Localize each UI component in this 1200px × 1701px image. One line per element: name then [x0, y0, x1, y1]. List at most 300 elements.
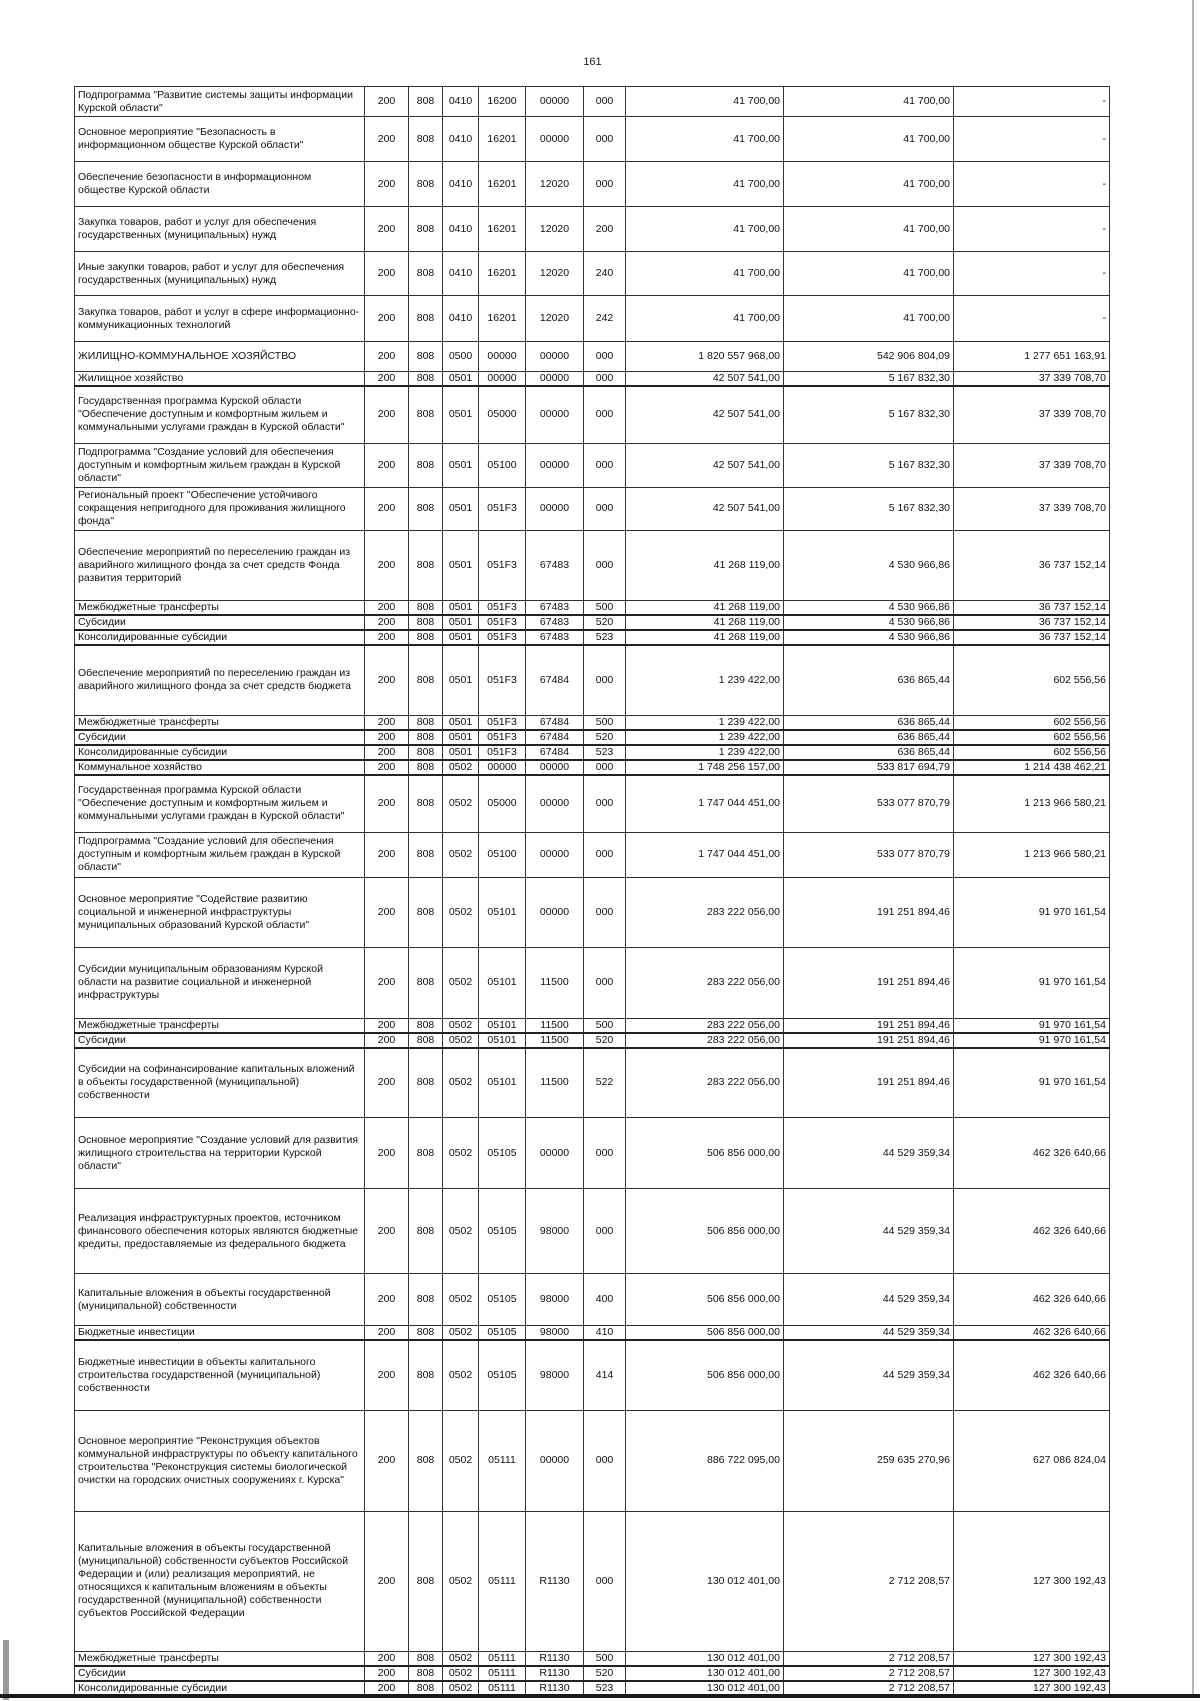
- row-program-code: 05100: [479, 443, 526, 487]
- row-name: Консолидированные субсидии: [75, 630, 365, 645]
- row-code-2: 808: [409, 1048, 443, 1118]
- row-amount-1: 41 700,00: [626, 87, 784, 117]
- row-amount-1: 42 507 541,00: [626, 372, 784, 387]
- row-section-code: 0501: [443, 372, 479, 387]
- row-expense-type-code: 410: [584, 1326, 626, 1341]
- row-name: Субсидии муниципальным образованиям Курской области на развитие социальной и инженерной инфраструктуры: [75, 947, 365, 1018]
- row-code-2: 808: [409, 1018, 443, 1033]
- row-name: Капитальные вложения в объекты государственной (муниципальной) собственности субъектов Российской Федерации и (или) реализация мероприятий, не относящихся к капитальным вложениям в объекты государственной (муниципальной) собственности субъектов Российской Федерации: [75, 1511, 365, 1651]
- row-program-code: 05111: [479, 1511, 526, 1651]
- row-amount-3: 602 556,56: [954, 716, 1110, 731]
- row-direction-code: 67483: [526, 600, 584, 615]
- row-amount-3: -: [954, 252, 1110, 296]
- row-section-code: 0410: [443, 207, 479, 252]
- row-code-2: 808: [409, 1326, 443, 1341]
- row-expense-type-code: 240: [584, 252, 626, 296]
- row-program-code: 051F3: [479, 530, 526, 600]
- row-name: Межбюджетные трансферты: [75, 600, 365, 615]
- budget-table: [74, 86, 1110, 1697]
- row-amount-1: 506 856 000,00: [626, 1326, 784, 1341]
- table-row: [75, 342, 1110, 372]
- row-amount-1: 283 222 056,00: [626, 1018, 784, 1033]
- row-section-code: 0501: [443, 630, 479, 645]
- row-expense-type-code: 520: [584, 615, 626, 630]
- table-row: [75, 730, 1110, 745]
- row-amount-1: 1 239 422,00: [626, 716, 784, 731]
- row-code-1: 200: [365, 600, 409, 615]
- row-section-code: 0502: [443, 832, 479, 877]
- row-amount-2: 191 251 894,46: [784, 1018, 954, 1033]
- row-code-2: 808: [409, 342, 443, 372]
- row-amount-1: 41 700,00: [626, 252, 784, 296]
- table-row: [75, 443, 1110, 487]
- row-amount-3: 602 556,56: [954, 745, 1110, 760]
- table-row: [75, 832, 1110, 877]
- row-expense-type-code: 000: [584, 1118, 626, 1189]
- row-name: Основное мероприятие "Содействие развитию социальной и инженерной инфраструктуры муниципальных образований Курской области": [75, 877, 365, 947]
- row-expense-type-code: 000: [584, 117, 626, 162]
- row-expense-type-code: 000: [584, 1511, 626, 1651]
- row-amount-2: 191 251 894,46: [784, 1048, 954, 1118]
- page-number: 161: [583, 56, 602, 68]
- row-amount-3: 462 326 640,66: [954, 1274, 1110, 1326]
- row-code-1: 200: [365, 716, 409, 731]
- row-section-code: 0502: [443, 1118, 479, 1189]
- scan-edge-right: [1192, 0, 1194, 1694]
- row-code-2: 808: [409, 630, 443, 645]
- row-program-code: 00000: [479, 342, 526, 372]
- row-amount-3: 462 326 640,66: [954, 1340, 1110, 1410]
- row-code-1: 200: [365, 630, 409, 645]
- row-amount-3: -: [954, 117, 1110, 162]
- row-code-1: 200: [365, 207, 409, 252]
- row-program-code: 051F3: [479, 745, 526, 760]
- row-code-2: 808: [409, 1189, 443, 1274]
- row-section-code: 0502: [443, 947, 479, 1018]
- row-section-code: 0502: [443, 1651, 479, 1666]
- row-program-code: 05000: [479, 775, 526, 832]
- row-amount-3: 462 326 640,66: [954, 1118, 1110, 1189]
- row-code-1: 200: [365, 832, 409, 877]
- row-program-code: 05101: [479, 1048, 526, 1118]
- row-amount-3: 462 326 640,66: [954, 1189, 1110, 1274]
- table-row: [75, 1410, 1110, 1511]
- row-expense-type-code: 523: [584, 630, 626, 645]
- table-row: [75, 1033, 1110, 1048]
- row-amount-1: 42 507 541,00: [626, 443, 784, 487]
- row-amount-1: 130 012 401,00: [626, 1651, 784, 1666]
- row-direction-code: 12020: [526, 252, 584, 296]
- row-code-1: 200: [365, 1511, 409, 1651]
- row-name: Закупка товаров, работ и услуг в сфере информационно-коммуникационных технологий: [75, 296, 365, 342]
- row-amount-1: 1 747 044 451,00: [626, 832, 784, 877]
- row-amount-1: 283 222 056,00: [626, 1033, 784, 1048]
- row-program-code: 16201: [479, 207, 526, 252]
- row-code-1: 200: [365, 443, 409, 487]
- row-expense-type-code: 000: [584, 386, 626, 443]
- row-direction-code: 67483: [526, 630, 584, 645]
- row-section-code: 0501: [443, 615, 479, 630]
- row-amount-3: -: [954, 296, 1110, 342]
- row-direction-code: 12020: [526, 207, 584, 252]
- row-name: Коммунальное хозяйство: [75, 760, 365, 775]
- row-program-code: 05111: [479, 1651, 526, 1666]
- row-amount-3: -: [954, 207, 1110, 252]
- row-amount-2: 41 700,00: [784, 87, 954, 117]
- table-row: [75, 760, 1110, 775]
- row-expense-type-code: 522: [584, 1048, 626, 1118]
- row-expense-type-code: 500: [584, 600, 626, 615]
- row-amount-3: 1 213 966 580,21: [954, 832, 1110, 877]
- row-amount-2: 41 700,00: [784, 296, 954, 342]
- row-amount-2: 41 700,00: [784, 162, 954, 207]
- row-direction-code: R1130: [526, 1681, 584, 1696]
- row-program-code: 05105: [479, 1189, 526, 1274]
- row-expense-type-code: 000: [584, 87, 626, 117]
- row-code-2: 808: [409, 1033, 443, 1048]
- row-code-2: 808: [409, 947, 443, 1018]
- row-section-code: 0502: [443, 1410, 479, 1511]
- row-name: Консолидированные субсидии: [75, 1681, 365, 1696]
- row-program-code: 051F3: [479, 600, 526, 615]
- row-amount-1: 1 239 422,00: [626, 730, 784, 745]
- row-expense-type-code: 500: [584, 1651, 626, 1666]
- row-section-code: 0502: [443, 1340, 479, 1410]
- row-name: Межбюджетные трансферты: [75, 716, 365, 731]
- row-name: Консолидированные субсидии: [75, 745, 365, 760]
- row-code-2: 808: [409, 1274, 443, 1326]
- row-amount-2: 5 167 832,30: [784, 443, 954, 487]
- row-name: Подпрограмма "Создание условий для обеспечения доступным и комфортным жильем граждан в Курской области": [75, 443, 365, 487]
- row-amount-3: 1 277 651 163,91: [954, 342, 1110, 372]
- row-name: Обеспечение мероприятий по переселению граждан из аварийного жилищного фонда за счет средств бюджета: [75, 645, 365, 716]
- row-name: Основное мероприятие "Реконструкция объектов коммунальной инфраструктуры по объекту капитального строительства "Реконструкция системы биологической очистки на городских очистных сооружениях г. Курска": [75, 1410, 365, 1511]
- scan-edge-left: [3, 1640, 9, 1700]
- row-program-code: 05101: [479, 877, 526, 947]
- row-amount-1: 506 856 000,00: [626, 1340, 784, 1410]
- row-expense-type-code: 000: [584, 1189, 626, 1274]
- table-row: [75, 1666, 1110, 1681]
- row-expense-type-code: 520: [584, 1033, 626, 1048]
- row-direction-code: 00000: [526, 443, 584, 487]
- row-amount-1: 41 700,00: [626, 296, 784, 342]
- row-section-code: 0502: [443, 1511, 479, 1651]
- row-name: Субсидии: [75, 1033, 365, 1048]
- row-expense-type-code: 520: [584, 1666, 626, 1681]
- row-program-code: 16201: [479, 296, 526, 342]
- row-code-2: 808: [409, 775, 443, 832]
- row-section-code: 0502: [443, 1681, 479, 1696]
- table-row: [75, 1048, 1110, 1118]
- row-program-code: 051F3: [479, 630, 526, 645]
- row-section-code: 0502: [443, 760, 479, 775]
- row-amount-2: 2 712 208,57: [784, 1651, 954, 1666]
- row-code-2: 808: [409, 443, 443, 487]
- row-program-code: 05000: [479, 386, 526, 443]
- row-name: Бюджетные инвестиции в объекты капитального строительства государственной (муниципальной) собственности: [75, 1340, 365, 1410]
- row-code-2: 808: [409, 1340, 443, 1410]
- row-program-code: 16201: [479, 117, 526, 162]
- row-amount-3: 37 339 708,70: [954, 386, 1110, 443]
- row-expense-type-code: 414: [584, 1340, 626, 1410]
- row-name: Субсидии: [75, 730, 365, 745]
- row-amount-2: 5 167 832,30: [784, 386, 954, 443]
- row-code-1: 200: [365, 87, 409, 117]
- row-amount-1: 41 268 119,00: [626, 615, 784, 630]
- row-code-2: 808: [409, 832, 443, 877]
- row-amount-2: 636 865,44: [784, 745, 954, 760]
- row-amount-1: 41 700,00: [626, 207, 784, 252]
- row-name: ЖИЛИЩНО-КОММУНАЛЬНОЕ ХОЗЯЙСТВО: [75, 342, 365, 372]
- row-expense-type-code: 000: [584, 372, 626, 387]
- row-code-1: 200: [365, 1018, 409, 1033]
- row-section-code: 0501: [443, 443, 479, 487]
- row-amount-1: 1 747 044 451,00: [626, 775, 784, 832]
- row-amount-1: 130 012 401,00: [626, 1666, 784, 1681]
- row-direction-code: R1130: [526, 1666, 584, 1681]
- row-amount-2: 41 700,00: [784, 252, 954, 296]
- row-section-code: 0501: [443, 645, 479, 716]
- row-code-1: 200: [365, 877, 409, 947]
- row-direction-code: 00000: [526, 877, 584, 947]
- row-direction-code: 11500: [526, 947, 584, 1018]
- row-code-2: 808: [409, 530, 443, 600]
- row-section-code: 0502: [443, 775, 479, 832]
- row-program-code: 05105: [479, 1326, 526, 1341]
- table-row: [75, 775, 1110, 832]
- row-expense-type-code: 200: [584, 207, 626, 252]
- row-amount-1: 1 820 557 968,00: [626, 342, 784, 372]
- row-amount-1: 41 268 119,00: [626, 630, 784, 645]
- row-code-2: 808: [409, 207, 443, 252]
- row-amount-3: 37 339 708,70: [954, 372, 1110, 387]
- row-code-1: 200: [365, 1033, 409, 1048]
- row-amount-1: 283 222 056,00: [626, 877, 784, 947]
- row-amount-1: 886 722 095,00: [626, 1410, 784, 1511]
- row-amount-2: 44 529 359,34: [784, 1118, 954, 1189]
- row-code-2: 808: [409, 386, 443, 443]
- row-code-1: 200: [365, 1651, 409, 1666]
- row-amount-3: -: [954, 162, 1110, 207]
- row-section-code: 0502: [443, 1666, 479, 1681]
- row-amount-1: 283 222 056,00: [626, 1048, 784, 1118]
- row-expense-type-code: 000: [584, 947, 626, 1018]
- row-direction-code: R1130: [526, 1651, 584, 1666]
- row-program-code: 051F3: [479, 487, 526, 530]
- row-name: Обеспечение безопасности в информационном обществе Курской области: [75, 162, 365, 207]
- table-row: [75, 1118, 1110, 1189]
- row-code-1: 200: [365, 615, 409, 630]
- row-section-code: 0500: [443, 342, 479, 372]
- row-code-2: 808: [409, 760, 443, 775]
- row-amount-3: 91 970 161,54: [954, 877, 1110, 947]
- row-expense-type-code: 000: [584, 342, 626, 372]
- row-direction-code: 11500: [526, 1033, 584, 1048]
- row-code-1: 200: [365, 342, 409, 372]
- row-expense-type-code: 000: [584, 877, 626, 947]
- row-amount-2: 5 167 832,30: [784, 487, 954, 530]
- row-amount-3: 127 300 192,43: [954, 1666, 1110, 1681]
- row-program-code: 16201: [479, 162, 526, 207]
- row-expense-type-code: 000: [584, 162, 626, 207]
- table-row: [75, 877, 1110, 947]
- row-amount-3: 91 970 161,54: [954, 1033, 1110, 1048]
- row-direction-code: 98000: [526, 1189, 584, 1274]
- row-amount-1: 41 268 119,00: [626, 530, 784, 600]
- row-code-2: 808: [409, 162, 443, 207]
- row-name: Реализация инфраструктурных проектов, источником финансового обеспечения которых являются бюджетные кредиты, предоставляемые из федерального бюджета: [75, 1189, 365, 1274]
- row-amount-3: 36 737 152,14: [954, 615, 1110, 630]
- row-name: Капитальные вложения в объекты государственной (муниципальной) собственности: [75, 1274, 365, 1326]
- table-row: [75, 615, 1110, 630]
- row-amount-1: 41 268 119,00: [626, 600, 784, 615]
- row-amount-2: 41 700,00: [784, 117, 954, 162]
- row-name: Межбюджетные трансферты: [75, 1651, 365, 1666]
- row-program-code: 00000: [479, 372, 526, 387]
- row-amount-3: 37 339 708,70: [954, 443, 1110, 487]
- row-amount-3: 602 556,56: [954, 645, 1110, 716]
- row-direction-code: 00000: [526, 117, 584, 162]
- table-row: [75, 1326, 1110, 1341]
- row-code-1: 200: [365, 487, 409, 530]
- row-expense-type-code: 500: [584, 1018, 626, 1033]
- row-direction-code: 67484: [526, 645, 584, 716]
- row-direction-code: 00000: [526, 1410, 584, 1511]
- table-row: [75, 1018, 1110, 1033]
- row-program-code: 051F3: [479, 645, 526, 716]
- row-section-code: 0501: [443, 716, 479, 731]
- row-amount-2: 636 865,44: [784, 730, 954, 745]
- row-section-code: 0501: [443, 745, 479, 760]
- row-amount-1: 1 239 422,00: [626, 645, 784, 716]
- row-name: Бюджетные инвестиции: [75, 1326, 365, 1341]
- row-direction-code: 00000: [526, 372, 584, 387]
- row-amount-2: 41 700,00: [784, 207, 954, 252]
- row-amount-3: -: [954, 87, 1110, 117]
- row-direction-code: 00000: [526, 760, 584, 775]
- row-expense-type-code: 242: [584, 296, 626, 342]
- row-amount-3: 127 300 192,43: [954, 1651, 1110, 1666]
- row-direction-code: 98000: [526, 1340, 584, 1410]
- row-amount-1: 1 748 256 157,00: [626, 760, 784, 775]
- row-expense-type-code: 523: [584, 1681, 626, 1696]
- row-program-code: 16200: [479, 87, 526, 117]
- row-code-1: 200: [365, 1118, 409, 1189]
- row-program-code: 05111: [479, 1681, 526, 1696]
- row-direction-code: 12020: [526, 296, 584, 342]
- row-code-2: 808: [409, 645, 443, 716]
- row-code-2: 808: [409, 1651, 443, 1666]
- row-amount-2: 4 530 966,86: [784, 615, 954, 630]
- row-direction-code: 00000: [526, 832, 584, 877]
- row-section-code: 0502: [443, 1018, 479, 1033]
- row-code-1: 200: [365, 730, 409, 745]
- row-amount-3: 37 339 708,70: [954, 487, 1110, 530]
- row-amount-2: 44 529 359,34: [784, 1189, 954, 1274]
- row-section-code: 0502: [443, 1189, 479, 1274]
- row-expense-type-code: 000: [584, 443, 626, 487]
- row-code-2: 808: [409, 730, 443, 745]
- row-program-code: 05100: [479, 832, 526, 877]
- row-amount-1: 506 856 000,00: [626, 1274, 784, 1326]
- row-code-1: 200: [365, 1189, 409, 1274]
- row-code-1: 200: [365, 1048, 409, 1118]
- row-amount-2: 4 530 966,86: [784, 530, 954, 600]
- row-code-2: 808: [409, 600, 443, 615]
- row-code-2: 808: [409, 1118, 443, 1189]
- row-code-2: 808: [409, 877, 443, 947]
- table-row: [75, 645, 1110, 716]
- row-code-2: 808: [409, 1666, 443, 1681]
- row-name: Субсидии: [75, 1666, 365, 1681]
- row-code-2: 808: [409, 117, 443, 162]
- row-section-code: 0410: [443, 117, 479, 162]
- row-program-code: 05111: [479, 1410, 526, 1511]
- table-row: [75, 87, 1110, 117]
- row-amount-3: 36 737 152,14: [954, 530, 1110, 600]
- row-expense-type-code: 000: [584, 775, 626, 832]
- row-name: Основное мероприятие "Безопасность в информационном обществе Курской области": [75, 117, 365, 162]
- row-amount-2: 533 077 870,79: [784, 775, 954, 832]
- row-amount-2: 636 865,44: [784, 645, 954, 716]
- row-amount-1: 283 222 056,00: [626, 947, 784, 1018]
- row-amount-1: 130 012 401,00: [626, 1681, 784, 1696]
- row-amount-2: 2 712 208,57: [784, 1666, 954, 1681]
- row-direction-code: 00000: [526, 87, 584, 117]
- row-amount-3: 462 326 640,66: [954, 1326, 1110, 1341]
- table-row: [75, 372, 1110, 387]
- row-code-2: 808: [409, 1410, 443, 1511]
- row-expense-type-code: 000: [584, 832, 626, 877]
- row-name: Основное мероприятие "Создание условий для развития жилищного строительства на территории Курской области": [75, 1118, 365, 1189]
- table-row: [75, 630, 1110, 645]
- row-direction-code: 00000: [526, 386, 584, 443]
- row-code-2: 808: [409, 745, 443, 760]
- row-code-1: 200: [365, 1340, 409, 1410]
- row-amount-2: 191 251 894,46: [784, 877, 954, 947]
- row-amount-2: 4 530 966,86: [784, 630, 954, 645]
- row-amount-1: 41 700,00: [626, 117, 784, 162]
- row-expense-type-code: 000: [584, 645, 626, 716]
- row-amount-1: 506 856 000,00: [626, 1189, 784, 1274]
- row-direction-code: R1130: [526, 1511, 584, 1651]
- row-program-code: 05105: [479, 1274, 526, 1326]
- table-row: [75, 386, 1110, 443]
- row-amount-2: 191 251 894,46: [784, 947, 954, 1018]
- row-program-code: 051F3: [479, 615, 526, 630]
- row-section-code: 0410: [443, 87, 479, 117]
- row-expense-type-code: 520: [584, 730, 626, 745]
- table-row: [75, 207, 1110, 252]
- row-direction-code: 67484: [526, 745, 584, 760]
- row-direction-code: 00000: [526, 342, 584, 372]
- table-row: [75, 1511, 1110, 1651]
- row-direction-code: 00000: [526, 1118, 584, 1189]
- row-amount-2: 191 251 894,46: [784, 1033, 954, 1048]
- row-name: Подпрограмма "Развитие системы защиты информации Курской области": [75, 87, 365, 117]
- row-amount-2: 2 712 208,57: [784, 1681, 954, 1696]
- row-name: Жилищное хозяйство: [75, 372, 365, 387]
- row-amount-1: 42 507 541,00: [626, 487, 784, 530]
- row-code-1: 200: [365, 372, 409, 387]
- row-program-code: 05105: [479, 1118, 526, 1189]
- row-code-1: 200: [365, 296, 409, 342]
- table-row: [75, 600, 1110, 615]
- row-section-code: 0502: [443, 877, 479, 947]
- row-code-2: 808: [409, 615, 443, 630]
- row-section-code: 0501: [443, 386, 479, 443]
- row-amount-3: 1 213 966 580,21: [954, 775, 1110, 832]
